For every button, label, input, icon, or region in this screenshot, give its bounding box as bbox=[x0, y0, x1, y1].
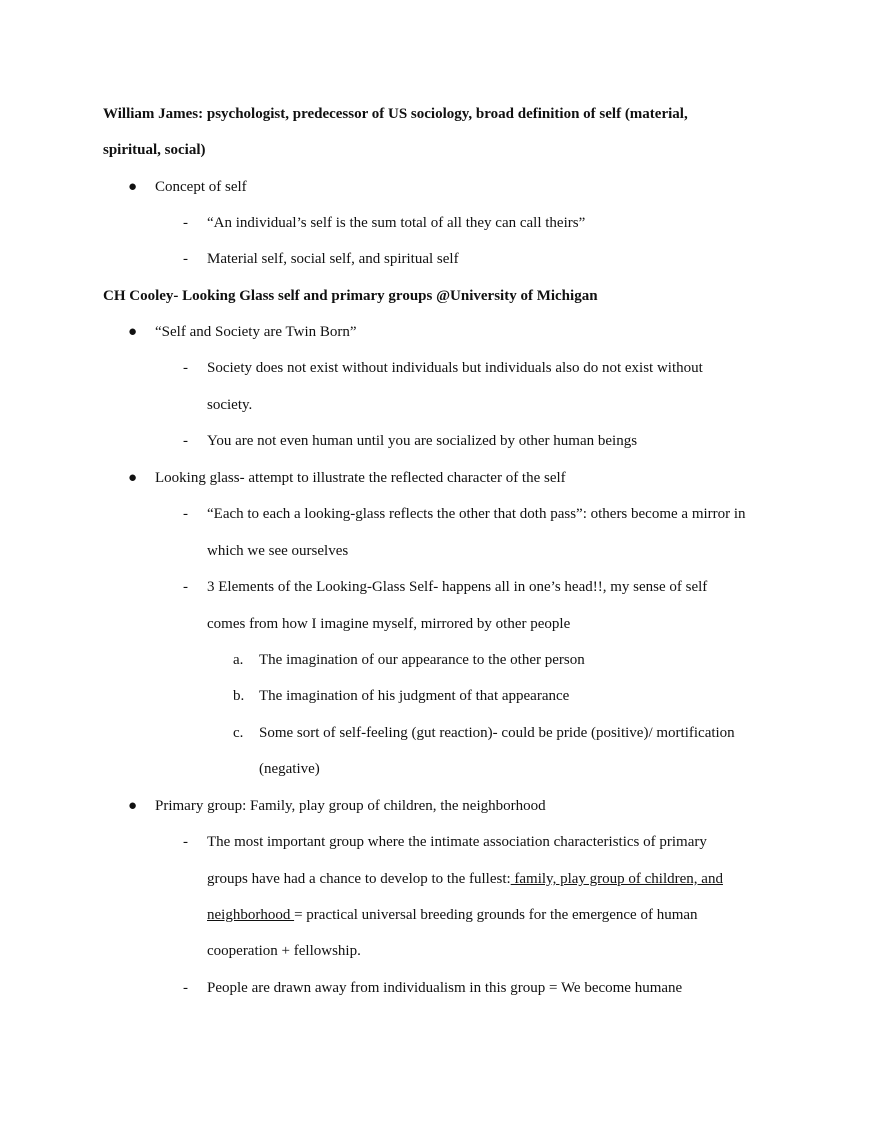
bullet-marker: ● bbox=[128, 470, 138, 486]
element-item-c: Some sort of self-feeling (gut reaction)- could be pride (positive)/ mortification bbox=[259, 725, 735, 741]
underlined-text: neighborhood bbox=[207, 907, 295, 923]
sub-item-drawn-away: People are drawn away from individualism in this group = We become humane bbox=[207, 980, 683, 996]
sub-item-each-to-each-cont: which we see ourselves bbox=[207, 543, 349, 559]
sub-item-most-important-group-cont2 bbox=[207, 905, 698, 925]
list-marker-a: a. bbox=[233, 652, 244, 668]
sub-item-society-individuals-cont: society. bbox=[207, 397, 253, 413]
bullet-marker: ● bbox=[128, 324, 138, 340]
sub-item-material-social-spiritual: Material self, social self, and spiritual self bbox=[207, 251, 459, 267]
element-item-a: The imagination of our appearance to the other person bbox=[259, 652, 585, 668]
sub-item-most-important-group-cont bbox=[207, 869, 723, 889]
plain-text: = practical universal breeding grounds for the emergence of human bbox=[294, 907, 698, 923]
bullet-concept-of-self: Concept of self bbox=[155, 179, 247, 195]
list-marker-b: b. bbox=[233, 688, 245, 704]
dash-marker: - bbox=[183, 360, 188, 376]
sub-item-most-important-group-cont3: cooperation + fellowship. bbox=[207, 943, 361, 959]
bullet-twin-born: “Self and Society are Twin Born” bbox=[155, 324, 357, 340]
section-heading-james: William James: psychologist, predecessor of US sociology, broad definition of self (material, bbox=[103, 106, 688, 122]
section-heading-james-cont: spiritual, social) bbox=[103, 142, 206, 158]
sub-item-each-to-each: “Each to each a looking-glass reflects the other that doth pass”: others become a mirror in bbox=[207, 506, 746, 522]
element-item-b: The imagination of his judgment of that appearance bbox=[259, 688, 570, 704]
element-item-c-cont: (negative) bbox=[259, 761, 320, 777]
bullet-primary-group: Primary group: Family, play group of children, the neighborhood bbox=[155, 798, 546, 814]
sub-item-most-important-group: The most important group where the intimate association characteristics of primary bbox=[207, 834, 707, 850]
list-marker-c: c. bbox=[233, 725, 244, 741]
underlined-text: family, play group of children, and bbox=[510, 871, 723, 887]
section-heading-cooley: CH Cooley- Looking Glass self and primary groups @University of Michigan bbox=[103, 288, 598, 304]
sub-item-society-individuals: Society does not exist without individuals but individuals also do not exist without bbox=[207, 360, 703, 376]
dash-marker: - bbox=[183, 980, 188, 996]
sub-item-three-elements-cont: comes from how I imagine myself, mirrored by other people bbox=[207, 616, 571, 632]
plain-text: groups have had a chance to develop to the fullest: bbox=[207, 871, 511, 887]
sub-item-not-human: You are not even human until you are socialized by other human beings bbox=[207, 433, 638, 449]
bullet-marker: ● bbox=[128, 179, 138, 195]
dash-marker: - bbox=[183, 579, 188, 595]
sub-item-three-elements: 3 Elements of the Looking-Glass Self- happens all in one’s head!!, my sense of self bbox=[207, 579, 708, 595]
bullet-marker: ● bbox=[128, 798, 138, 814]
dash-marker: - bbox=[183, 433, 188, 449]
dash-marker: - bbox=[183, 251, 188, 267]
dash-marker: - bbox=[183, 215, 188, 231]
bullet-looking-glass: Looking glass- attempt to illustrate the reflected character of the self bbox=[155, 470, 566, 486]
sub-item-self-sum-total: “An individual’s self is the sum total of all they can call theirs” bbox=[207, 215, 586, 231]
dash-marker: - bbox=[183, 834, 188, 850]
dash-marker: - bbox=[183, 506, 188, 522]
